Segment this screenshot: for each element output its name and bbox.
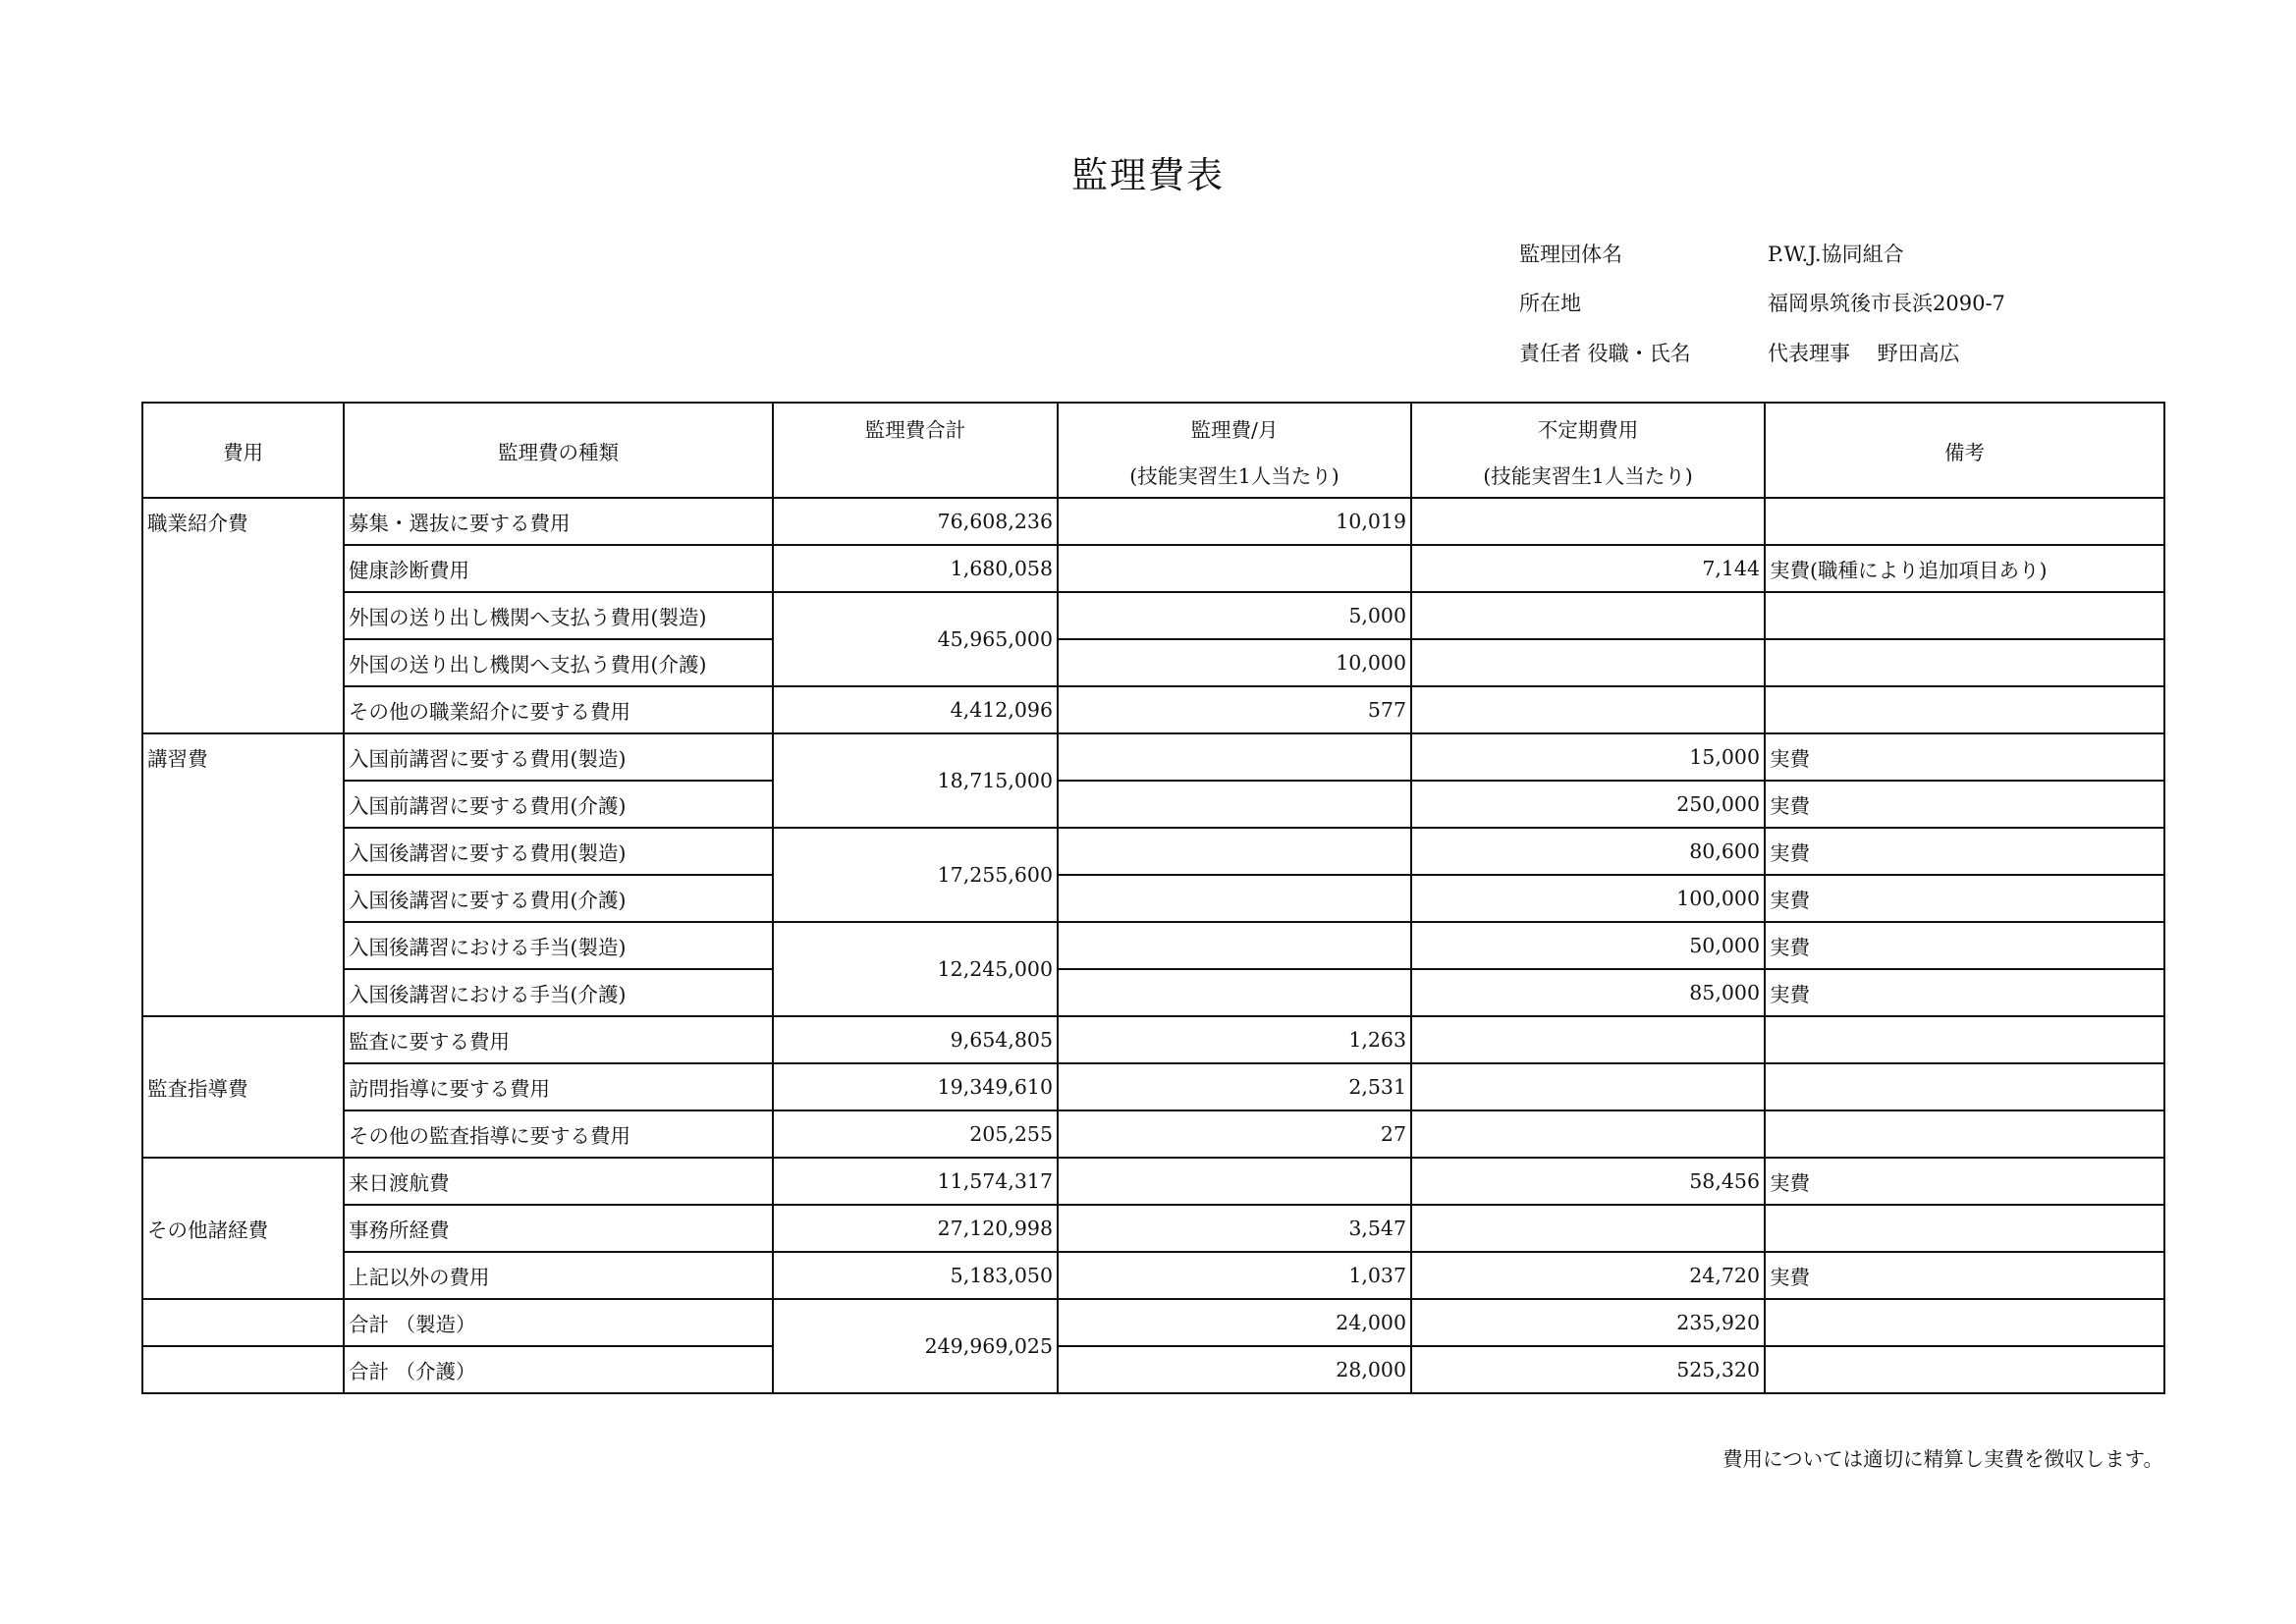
category-audit: 監査指導費 — [142, 1016, 344, 1158]
fee-remarks — [1765, 1063, 2164, 1110]
table-row — [142, 828, 2164, 875]
fee-monthly: 24,000 — [1058, 1299, 1411, 1346]
grand-total: 249,969,025 — [773, 1299, 1058, 1393]
fee-total: 11,574,317 — [773, 1158, 1058, 1205]
fee-remarks — [1765, 1299, 2164, 1346]
fee-type: 監査に要する費用 — [344, 1016, 773, 1063]
fee-remarks — [1765, 639, 2164, 686]
fee-remarks — [1765, 686, 2164, 733]
fee-type: 上記以外の費用 — [344, 1252, 773, 1299]
fee-irregular — [1411, 1205, 1765, 1252]
fee-remarks: 実費 — [1765, 875, 2164, 922]
fee-type: 入国前講習に要する費用(製造) — [344, 733, 773, 781]
fee-irregular: 24,720 — [1411, 1252, 1765, 1299]
fee-irregular: 50,000 — [1411, 922, 1765, 969]
header-total — [773, 403, 1058, 498]
fee-total: 18,715,000 — [773, 733, 1058, 828]
fee-total: 27,120,998 — [773, 1205, 1058, 1252]
fee-remarks: 実費 — [1765, 1252, 2164, 1299]
fee-type: その他の監査指導に要する費用 — [344, 1110, 773, 1158]
fee-remarks: 実費(職種により追加項目あり) — [1765, 545, 2164, 592]
header-irregular-label: 不定期費用 — [1537, 418, 1639, 442]
fee-irregular: 7,144 — [1411, 545, 1765, 592]
fee-type: その他の職業紹介に要する費用 — [344, 686, 773, 733]
table-row — [142, 592, 2164, 639]
fee-total: 1,680,058 — [773, 545, 1058, 592]
table-row — [142, 969, 2164, 1016]
fee-remarks: 実費 — [1765, 969, 2164, 1016]
fee-monthly — [1058, 875, 1411, 922]
header-monthly-label: 監理費/月 — [1190, 418, 1279, 442]
fee-monthly — [1058, 1158, 1411, 1205]
fee-type: 入国後講習における手当(介護) — [344, 969, 773, 1016]
fee-irregular: 85,000 — [1411, 969, 1765, 1016]
fee-type: 入国後講習に要する費用(介護) — [344, 875, 773, 922]
fee-type: 入国後講習に要する費用(製造) — [344, 828, 773, 875]
page-title: 監理費表 — [1071, 154, 1225, 196]
fee-monthly: 577 — [1058, 686, 1411, 733]
address-label: 所在地 — [1519, 292, 1581, 315]
header-total-label: 監理費合計 — [864, 418, 966, 442]
table-row — [142, 1063, 2164, 1110]
total-row — [142, 1299, 2164, 1346]
fee-total: 5,183,050 — [773, 1252, 1058, 1299]
fee-remarks: 実費 — [1765, 828, 2164, 875]
fee-remarks — [1765, 592, 2164, 639]
fee-monthly: 10,019 — [1058, 498, 1411, 545]
fee-irregular: 58,456 — [1411, 1158, 1765, 1205]
representative-label: 責任者 役職・氏名 — [1519, 342, 1691, 365]
fee-remarks: 実費 — [1765, 1158, 2164, 1205]
fee-monthly — [1058, 545, 1411, 592]
fee-total: 9,654,805 — [773, 1016, 1058, 1063]
table-row — [142, 875, 2164, 922]
fee-remarks — [1765, 1016, 2164, 1063]
fee-remarks: 実費 — [1765, 781, 2164, 828]
header-irregular — [1411, 403, 1765, 498]
fee-type: 事務所経費 — [344, 1205, 773, 1252]
table-header-row — [142, 403, 2164, 498]
fee-monthly: 5,000 — [1058, 592, 1411, 639]
fee-monthly — [1058, 781, 1411, 828]
total-row — [142, 1346, 2164, 1393]
fee-irregular — [1411, 498, 1765, 545]
fee-irregular — [1411, 1063, 1765, 1110]
fee-irregular: 100,000 — [1411, 875, 1765, 922]
header-monthly-sub: (技能実習生1人当たり) — [1129, 464, 1339, 488]
empty-category-cell — [142, 1346, 344, 1393]
fee-irregular: 235,920 — [1411, 1299, 1765, 1346]
fee-monthly — [1058, 922, 1411, 969]
footnote: 費用については適切に精算し実費を徴収します。 — [1722, 1447, 2163, 1471]
table-row — [142, 498, 2164, 545]
header-irregular-sub: (技能実習生1人当たり) — [1483, 464, 1693, 488]
org-name-value: P.W.J.協同組合 — [1768, 243, 1904, 266]
fee-remarks — [1765, 1110, 2164, 1158]
fee-monthly: 10,000 — [1058, 639, 1411, 686]
fee-monthly — [1058, 828, 1411, 875]
table-row — [142, 1205, 2164, 1252]
table-row — [142, 781, 2164, 828]
fee-irregular — [1411, 1016, 1765, 1063]
fee-remarks: 実費 — [1765, 922, 2164, 969]
fee-remarks: 実費 — [1765, 733, 2164, 781]
fee-type: 合計 （介護） — [344, 1346, 773, 1393]
table-row — [142, 639, 2164, 686]
table-row — [142, 1158, 2164, 1205]
fee-type: 健康診断費用 — [344, 545, 773, 592]
fee-monthly: 1,037 — [1058, 1252, 1411, 1299]
org-name-label: 監理団体名 — [1519, 243, 1622, 266]
fee-total: 205,255 — [773, 1110, 1058, 1158]
category-referral: 職業紹介費 — [142, 498, 344, 733]
table-row — [142, 545, 2164, 592]
fee-monthly: 27 — [1058, 1110, 1411, 1158]
header-monthly — [1058, 403, 1411, 498]
fee-total: 76,608,236 — [773, 498, 1058, 545]
table-row — [142, 1110, 2164, 1158]
fee-total: 19,349,610 — [773, 1063, 1058, 1110]
table-row — [142, 922, 2164, 969]
supervision-fee-table — [141, 402, 2165, 1394]
fee-type: 合計 （製造） — [344, 1299, 773, 1346]
fee-monthly: 2,531 — [1058, 1063, 1411, 1110]
header-cost: 費用 — [142, 403, 344, 498]
fee-irregular — [1411, 639, 1765, 686]
fee-irregular: 80,600 — [1411, 828, 1765, 875]
category-training: 講習費 — [142, 733, 344, 1016]
fee-irregular — [1411, 1110, 1765, 1158]
fee-total: 12,245,000 — [773, 922, 1058, 1016]
fee-type: 入国後講習における手当(製造) — [344, 922, 773, 969]
table-row — [142, 1016, 2164, 1063]
fee-irregular: 15,000 — [1411, 733, 1765, 781]
fee-type: 来日渡航費 — [344, 1158, 773, 1205]
table-row — [142, 1252, 2164, 1299]
fee-irregular — [1411, 592, 1765, 639]
category-other: その他諸経費 — [142, 1158, 344, 1299]
fee-monthly — [1058, 733, 1411, 781]
table-row — [142, 686, 2164, 733]
header-remarks: 備考 — [1765, 403, 2164, 498]
fee-irregular — [1411, 686, 1765, 733]
representative-value: 代表理事 野田高広 — [1768, 342, 1960, 365]
fee-total: 4,412,096 — [773, 686, 1058, 733]
fee-total: 17,255,600 — [773, 828, 1058, 922]
fee-remarks — [1765, 498, 2164, 545]
fee-type: 募集・選抜に要する費用 — [344, 498, 773, 545]
fee-irregular: 250,000 — [1411, 781, 1765, 828]
fee-type: 外国の送り出し機関へ支払う費用(介護) — [344, 639, 773, 686]
fee-monthly: 1,263 — [1058, 1016, 1411, 1063]
empty-category-cell — [142, 1299, 344, 1346]
fee-total: 45,965,000 — [773, 592, 1058, 686]
fee-irregular: 525,320 — [1411, 1346, 1765, 1393]
header-type: 監理費の種類 — [344, 403, 773, 498]
fee-remarks — [1765, 1205, 2164, 1252]
fee-monthly: 28,000 — [1058, 1346, 1411, 1393]
fee-type: 外国の送り出し機関へ支払う費用(製造) — [344, 592, 773, 639]
fee-remarks — [1765, 1346, 2164, 1393]
fee-type: 訪問指導に要する費用 — [344, 1063, 773, 1110]
fee-monthly — [1058, 969, 1411, 1016]
table-row — [142, 733, 2164, 781]
fee-monthly: 3,547 — [1058, 1205, 1411, 1252]
fee-type: 入国前講習に要する費用(介護) — [344, 781, 773, 828]
address-value: 福岡県筑後市長浜2090-7 — [1768, 292, 2005, 315]
